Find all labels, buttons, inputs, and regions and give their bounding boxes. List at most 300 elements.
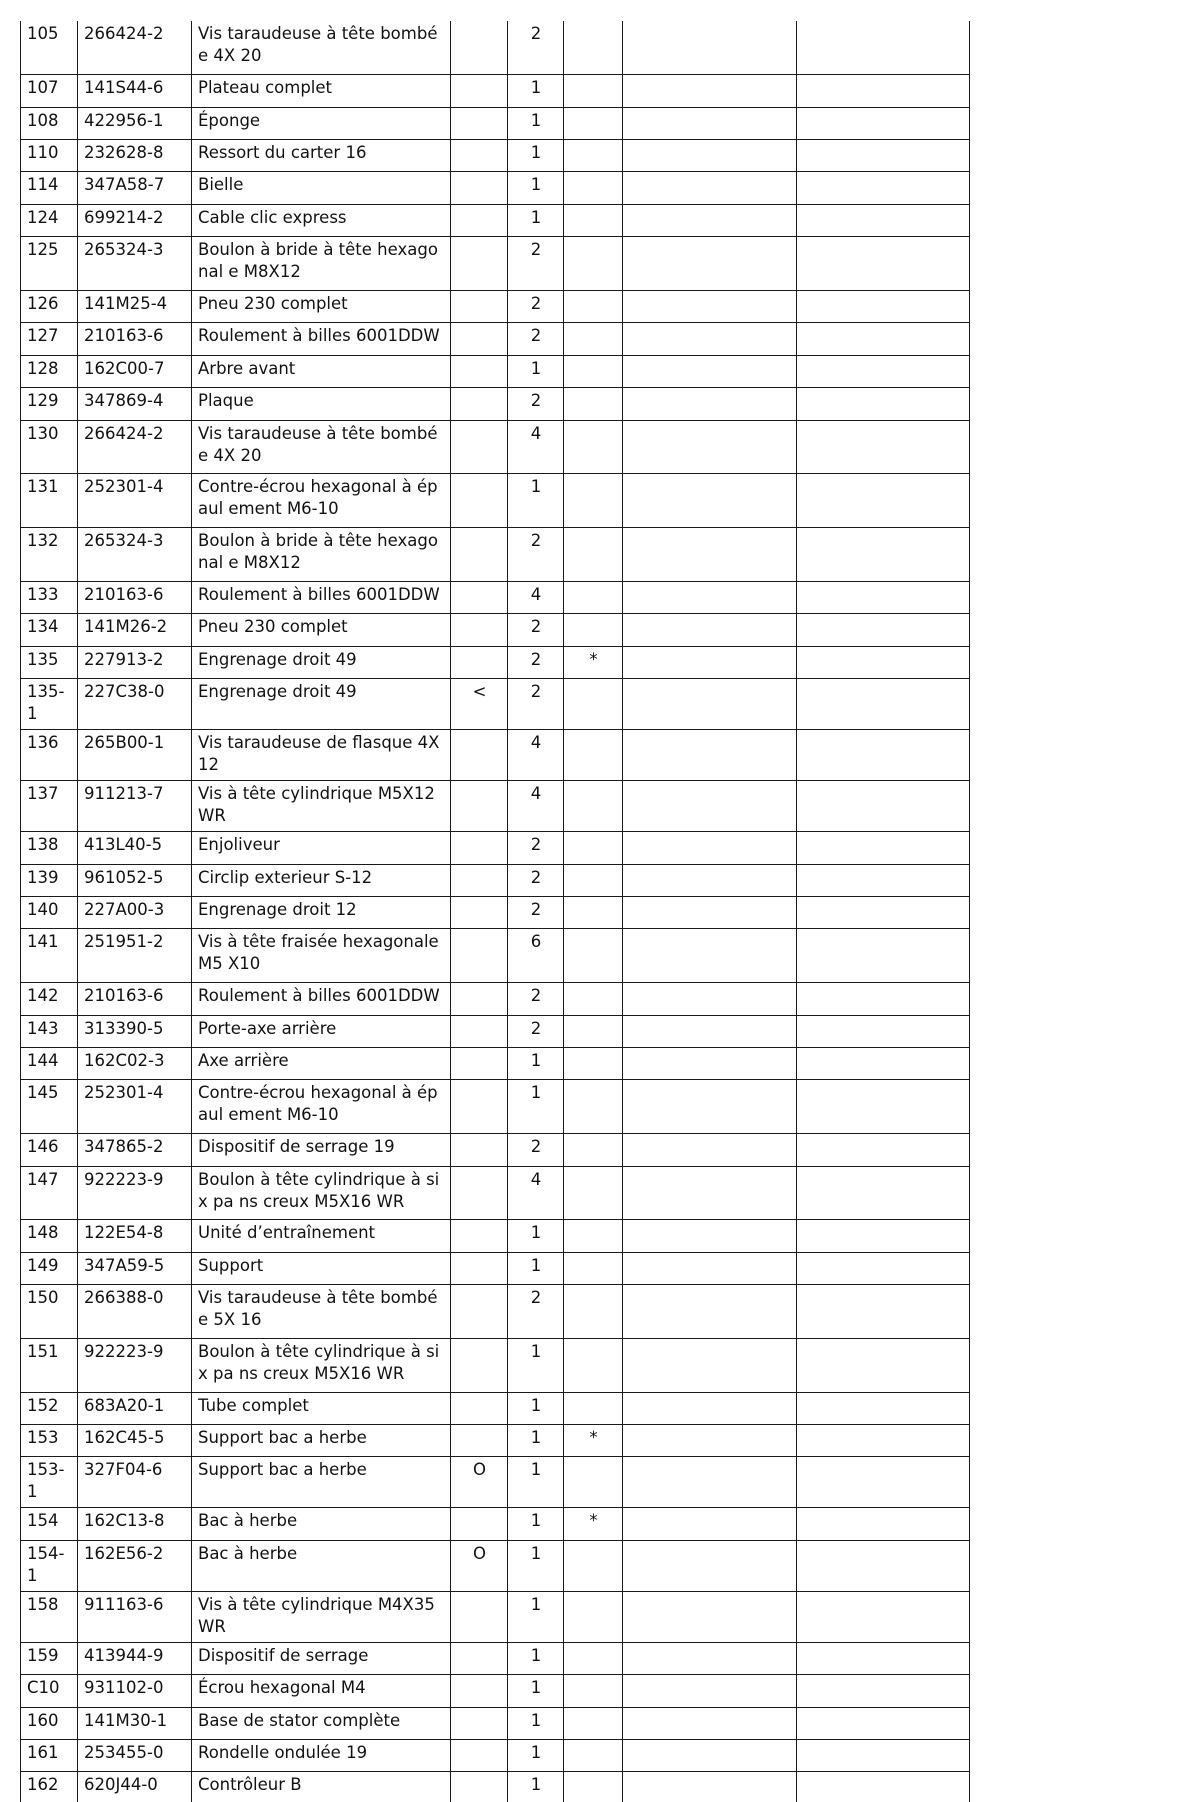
item-number-cell: 144: [21, 1047, 78, 1079]
table-row: [21, 1252, 970, 1284]
description-cell: Support bac a herbe: [192, 1425, 451, 1457]
quantity-cell: 1: [508, 1642, 564, 1674]
note-cell: [564, 896, 623, 928]
flag-cell: [451, 1675, 508, 1707]
part-number-cell: 413L40-5: [78, 832, 192, 864]
item-number-cell: 162: [21, 1772, 78, 1802]
part-number-cell: 961052-5: [78, 864, 192, 896]
note-cell: *: [564, 646, 623, 678]
item-number-cell: 136: [21, 730, 78, 781]
quantity-cell: 1: [508, 1457, 564, 1508]
table-row: [21, 929, 970, 983]
table-row: [21, 388, 970, 420]
flag-cell: [451, 646, 508, 678]
empty-cell: [623, 1508, 797, 1540]
part-number-cell: 227913-2: [78, 646, 192, 678]
note-cell: [564, 323, 623, 355]
description-cell: Axe arrière: [192, 1047, 451, 1079]
empty-cell: [623, 1252, 797, 1284]
empty-cell: [623, 614, 797, 646]
empty-cell: [797, 107, 970, 139]
quantity-cell: 2: [508, 679, 564, 730]
flag-cell: [451, 1134, 508, 1166]
table-row: [21, 204, 970, 236]
empty-cell: [797, 388, 970, 420]
description-cell: Support: [192, 1252, 451, 1284]
note-cell: [564, 1540, 623, 1591]
part-number-cell: 162C45-5: [78, 1425, 192, 1457]
item-number-cell: 125: [21, 237, 78, 291]
table-row: [21, 1425, 970, 1457]
part-number-cell: 699214-2: [78, 204, 192, 236]
empty-cell: [797, 929, 970, 983]
flag-cell: [451, 1252, 508, 1284]
part-number-cell: 162C02-3: [78, 1047, 192, 1079]
empty-cell: [797, 1425, 970, 1457]
table-row: [21, 1591, 970, 1642]
note-cell: [564, 1642, 623, 1674]
quantity-cell: 2: [508, 864, 564, 896]
item-number-cell: 126: [21, 291, 78, 323]
description-cell: Plaque: [192, 388, 451, 420]
table-row: [21, 679, 970, 730]
table-row: [21, 1015, 970, 1047]
part-number-cell: 141M25-4: [78, 291, 192, 323]
description-cell: Éponge: [192, 107, 451, 139]
item-number-cell: 151: [21, 1338, 78, 1392]
part-number-cell: 347869-4: [78, 388, 192, 420]
description-cell: Base de stator complète: [192, 1707, 451, 1739]
description-cell: Contre-écrou hexagonal à épaul ement M6-10: [192, 1080, 451, 1134]
empty-cell: [623, 1457, 797, 1508]
empty-cell: [623, 1772, 797, 1802]
empty-cell: [797, 679, 970, 730]
empty-cell: [623, 1285, 797, 1339]
empty-cell: [623, 528, 797, 582]
table-row: [21, 1338, 970, 1392]
quantity-cell: 1: [508, 1508, 564, 1540]
part-number-cell: 683A20-1: [78, 1392, 192, 1424]
description-cell: Enjoliveur: [192, 832, 451, 864]
flag-cell: [451, 528, 508, 582]
empty-cell: [797, 1591, 970, 1642]
part-number-cell: 266424-2: [78, 420, 192, 474]
table-row: [21, 832, 970, 864]
note-cell: [564, 237, 623, 291]
quantity-cell: 1: [508, 474, 564, 528]
table-row: [21, 107, 970, 139]
note-cell: [564, 1591, 623, 1642]
empty-cell: [797, 75, 970, 107]
item-number-cell: 150: [21, 1285, 78, 1339]
empty-cell: [623, 1425, 797, 1457]
empty-cell: [623, 1740, 797, 1772]
flag-cell: [451, 1425, 508, 1457]
flag-cell: <: [451, 679, 508, 730]
quantity-cell: 1: [508, 1707, 564, 1739]
note-cell: [564, 1772, 623, 1802]
empty-cell: [797, 582, 970, 614]
part-number-cell: 252301-4: [78, 1080, 192, 1134]
note-cell: [564, 1338, 623, 1392]
note-cell: [564, 1080, 623, 1134]
description-cell: Bac à herbe: [192, 1540, 451, 1591]
empty-cell: [797, 420, 970, 474]
flag-cell: O: [451, 1540, 508, 1591]
flag-cell: [451, 204, 508, 236]
description-cell: Roulement à billes 6001DDW: [192, 323, 451, 355]
note-cell: [564, 1047, 623, 1079]
flag-cell: [451, 1707, 508, 1739]
empty-cell: [623, 1080, 797, 1134]
table-row: [21, 1457, 970, 1508]
empty-cell: [623, 1540, 797, 1591]
empty-cell: [797, 1080, 970, 1134]
note-cell: [564, 388, 623, 420]
empty-cell: [797, 237, 970, 291]
table-row: [21, 1740, 970, 1772]
item-number-cell: 110: [21, 140, 78, 172]
empty-cell: [623, 896, 797, 928]
table-row: [21, 140, 970, 172]
note-cell: [564, 614, 623, 646]
flag-cell: [451, 1740, 508, 1772]
flag-cell: [451, 237, 508, 291]
flag-cell: [451, 832, 508, 864]
flag-cell: [451, 1508, 508, 1540]
table-row: [21, 1220, 970, 1252]
table-row: [21, 730, 970, 781]
note-cell: [564, 1740, 623, 1772]
quantity-cell: 1: [508, 1047, 564, 1079]
table-row: [21, 172, 970, 204]
part-number-cell: 922223-9: [78, 1338, 192, 1392]
item-number-cell: 140: [21, 896, 78, 928]
quantity-cell: 4: [508, 582, 564, 614]
item-number-cell: 160: [21, 1707, 78, 1739]
item-number-cell: 153: [21, 1425, 78, 1457]
empty-cell: [623, 646, 797, 678]
note-cell: [564, 1285, 623, 1339]
item-number-cell: 141: [21, 929, 78, 983]
flag-cell: [451, 323, 508, 355]
item-number-cell: 152: [21, 1392, 78, 1424]
table-row: [21, 1675, 970, 1707]
flag-cell: [451, 983, 508, 1015]
description-cell: Vis taraudeuse à tête bombée 5X 16: [192, 1285, 451, 1339]
note-cell: [564, 1015, 623, 1047]
quantity-cell: 2: [508, 291, 564, 323]
quantity-cell: 1: [508, 1220, 564, 1252]
flag-cell: [451, 1285, 508, 1339]
empty-cell: [623, 832, 797, 864]
item-number-cell: 114: [21, 172, 78, 204]
quantity-cell: 2: [508, 21, 564, 75]
quantity-cell: 2: [508, 646, 564, 678]
flag-cell: [451, 140, 508, 172]
item-number-cell: 145: [21, 1080, 78, 1134]
description-cell: Dispositif de serrage: [192, 1642, 451, 1674]
item-number-cell: 133: [21, 582, 78, 614]
table-row: [21, 582, 970, 614]
part-number-cell: 210163-6: [78, 582, 192, 614]
empty-cell: [797, 323, 970, 355]
flag-cell: [451, 107, 508, 139]
note-cell: *: [564, 1508, 623, 1540]
empty-cell: [797, 21, 970, 75]
item-number-cell: 158: [21, 1591, 78, 1642]
part-number-cell: 253455-0: [78, 1740, 192, 1772]
flag-cell: [451, 896, 508, 928]
flag-cell: [451, 75, 508, 107]
quantity-cell: 1: [508, 172, 564, 204]
empty-cell: [797, 1134, 970, 1166]
description-cell: Roulement à billes 6001DDW: [192, 983, 451, 1015]
empty-cell: [623, 323, 797, 355]
empty-cell: [623, 355, 797, 387]
empty-cell: [797, 1047, 970, 1079]
part-number-cell: 313390-5: [78, 1015, 192, 1047]
empty-cell: [797, 528, 970, 582]
empty-cell: [797, 172, 970, 204]
part-number-cell: 141M30-1: [78, 1707, 192, 1739]
quantity-cell: 2: [508, 237, 564, 291]
note-cell: [564, 864, 623, 896]
empty-cell: [623, 781, 797, 832]
part-number-cell: 347A59-5: [78, 1252, 192, 1284]
description-cell: Vis à tête cylindrique M5X12 WR: [192, 781, 451, 832]
flag-cell: [451, 388, 508, 420]
table-row: [21, 1642, 970, 1674]
empty-cell: [623, 21, 797, 75]
flag-cell: [451, 1591, 508, 1642]
description-cell: Ressort du carter 16: [192, 140, 451, 172]
description-cell: Engrenage droit 49: [192, 646, 451, 678]
empty-cell: [797, 1740, 970, 1772]
table-row: [21, 983, 970, 1015]
item-number-cell: 153-1: [21, 1457, 78, 1508]
part-number-cell: 232628-8: [78, 140, 192, 172]
item-number-cell: 134: [21, 614, 78, 646]
table-row: [21, 1134, 970, 1166]
quantity-cell: 1: [508, 1675, 564, 1707]
quantity-cell: 1: [508, 1252, 564, 1284]
part-number-cell: 122E54-8: [78, 1220, 192, 1252]
note-cell: [564, 929, 623, 983]
empty-cell: [797, 646, 970, 678]
item-number-cell: 154-1: [21, 1540, 78, 1591]
empty-cell: [623, 582, 797, 614]
note-cell: [564, 1457, 623, 1508]
empty-cell: [797, 781, 970, 832]
table-row: [21, 1392, 970, 1424]
description-cell: Bielle: [192, 172, 451, 204]
flag-cell: [451, 474, 508, 528]
empty-cell: [623, 1591, 797, 1642]
empty-cell: [797, 291, 970, 323]
flag-cell: [451, 929, 508, 983]
flag-cell: [451, 1080, 508, 1134]
table-row: [21, 781, 970, 832]
empty-cell: [623, 1675, 797, 1707]
item-number-cell: 138: [21, 832, 78, 864]
empty-cell: [623, 1642, 797, 1674]
description-cell: Dispositif de serrage 19: [192, 1134, 451, 1166]
item-number-cell: 108: [21, 107, 78, 139]
part-number-cell: 210163-6: [78, 983, 192, 1015]
description-cell: Vis à tête fraisée hexagonale M5 X10: [192, 929, 451, 983]
note-cell: [564, 1675, 623, 1707]
table-row: [21, 75, 970, 107]
flag-cell: [451, 1772, 508, 1802]
part-number-cell: 141M26-2: [78, 614, 192, 646]
description-cell: Unité d’entraînement: [192, 1220, 451, 1252]
description-cell: Vis taraudeuse à tête bombée 4X 20: [192, 420, 451, 474]
item-number-cell: C10: [21, 1675, 78, 1707]
part-number-cell: 911163-6: [78, 1591, 192, 1642]
item-number-cell: 135-1: [21, 679, 78, 730]
note-cell: [564, 291, 623, 323]
part-number-cell: 922223-9: [78, 1166, 192, 1220]
flag-cell: [451, 291, 508, 323]
item-number-cell: 161: [21, 1740, 78, 1772]
note-cell: [564, 474, 623, 528]
description-cell: Vis taraudeuse de flasque 4X12: [192, 730, 451, 781]
quantity-cell: 1: [508, 1338, 564, 1392]
part-number-cell: 911213-7: [78, 781, 192, 832]
flag-cell: [451, 420, 508, 474]
note-cell: *: [564, 1425, 623, 1457]
part-number-cell: 422956-1: [78, 107, 192, 139]
quantity-cell: 1: [508, 140, 564, 172]
note-cell: [564, 107, 623, 139]
quantity-cell: 1: [508, 1540, 564, 1591]
empty-cell: [623, 237, 797, 291]
description-cell: Plateau complet: [192, 75, 451, 107]
quantity-cell: 4: [508, 420, 564, 474]
note-cell: [564, 1392, 623, 1424]
empty-cell: [797, 474, 970, 528]
description-cell: Engrenage droit 12: [192, 896, 451, 928]
empty-cell: [623, 1392, 797, 1424]
description-cell: Roulement à billes 6001DDW: [192, 582, 451, 614]
empty-cell: [797, 832, 970, 864]
empty-cell: [623, 75, 797, 107]
empty-cell: [623, 388, 797, 420]
table-row: [21, 291, 970, 323]
empty-cell: [797, 864, 970, 896]
part-number-cell: 620J44-0: [78, 1772, 192, 1802]
table-row: [21, 896, 970, 928]
empty-cell: [797, 140, 970, 172]
description-cell: Bac à herbe: [192, 1508, 451, 1540]
empty-cell: [623, 679, 797, 730]
flag-cell: [451, 172, 508, 204]
quantity-cell: 1: [508, 1740, 564, 1772]
quantity-cell: 1: [508, 1425, 564, 1457]
flag-cell: [451, 1220, 508, 1252]
description-cell: Porte-axe arrière: [192, 1015, 451, 1047]
flag-cell: [451, 355, 508, 387]
table-row: [21, 420, 970, 474]
table-row: [21, 614, 970, 646]
quantity-cell: 2: [508, 896, 564, 928]
item-number-cell: 105: [21, 21, 78, 75]
table-row: [21, 21, 970, 75]
part-number-cell: 210163-6: [78, 323, 192, 355]
quantity-cell: 4: [508, 781, 564, 832]
flag-cell: [451, 730, 508, 781]
item-number-cell: 124: [21, 204, 78, 236]
description-cell: Contrôleur B: [192, 1772, 451, 1802]
part-number-cell: 162C00-7: [78, 355, 192, 387]
quantity-cell: 2: [508, 1285, 564, 1339]
quantity-cell: 1: [508, 1080, 564, 1134]
part-number-cell: 252301-4: [78, 474, 192, 528]
description-cell: Boulon à tête cylindrique à six pa ns creux M5X16 WR: [192, 1166, 451, 1220]
empty-cell: [623, 140, 797, 172]
empty-cell: [797, 1540, 970, 1591]
empty-cell: [623, 730, 797, 781]
empty-cell: [797, 1642, 970, 1674]
part-number-cell: 347865-2: [78, 1134, 192, 1166]
quantity-cell: 2: [508, 1015, 564, 1047]
description-cell: Support bac a herbe: [192, 1457, 451, 1508]
item-number-cell: 128: [21, 355, 78, 387]
item-number-cell: 135: [21, 646, 78, 678]
empty-cell: [797, 1338, 970, 1392]
part-number-cell: 227C38-0: [78, 679, 192, 730]
empty-cell: [623, 929, 797, 983]
table-row: [21, 237, 970, 291]
item-number-cell: 129: [21, 388, 78, 420]
table-row: [21, 1540, 970, 1591]
part-number-cell: 266424-2: [78, 21, 192, 75]
description-cell: Engrenage droit 49: [192, 679, 451, 730]
empty-cell: [797, 1508, 970, 1540]
flag-cell: [451, 21, 508, 75]
quantity-cell: 1: [508, 107, 564, 139]
part-number-cell: 413944-9: [78, 1642, 192, 1674]
empty-cell: [623, 1220, 797, 1252]
empty-cell: [797, 983, 970, 1015]
note-cell: [564, 679, 623, 730]
item-number-cell: 149: [21, 1252, 78, 1284]
empty-cell: [623, 291, 797, 323]
quantity-cell: 2: [508, 1134, 564, 1166]
flag-cell: O: [451, 1457, 508, 1508]
table-row: [21, 1707, 970, 1739]
description-cell: Circlip exterieur S-12: [192, 864, 451, 896]
item-number-cell: 107: [21, 75, 78, 107]
part-number-cell: 266388-0: [78, 1285, 192, 1339]
flag-cell: [451, 582, 508, 614]
empty-cell: [623, 474, 797, 528]
flag-cell: [451, 781, 508, 832]
table-row: [21, 646, 970, 678]
empty-cell: [623, 1166, 797, 1220]
quantity-cell: 2: [508, 832, 564, 864]
empty-cell: [623, 1047, 797, 1079]
empty-cell: [797, 1707, 970, 1739]
note-cell: [564, 172, 623, 204]
empty-cell: [797, 1675, 970, 1707]
flag-cell: [451, 614, 508, 646]
note-cell: [564, 832, 623, 864]
note-cell: [564, 420, 623, 474]
table-row: [21, 355, 970, 387]
description-cell: Arbre avant: [192, 355, 451, 387]
